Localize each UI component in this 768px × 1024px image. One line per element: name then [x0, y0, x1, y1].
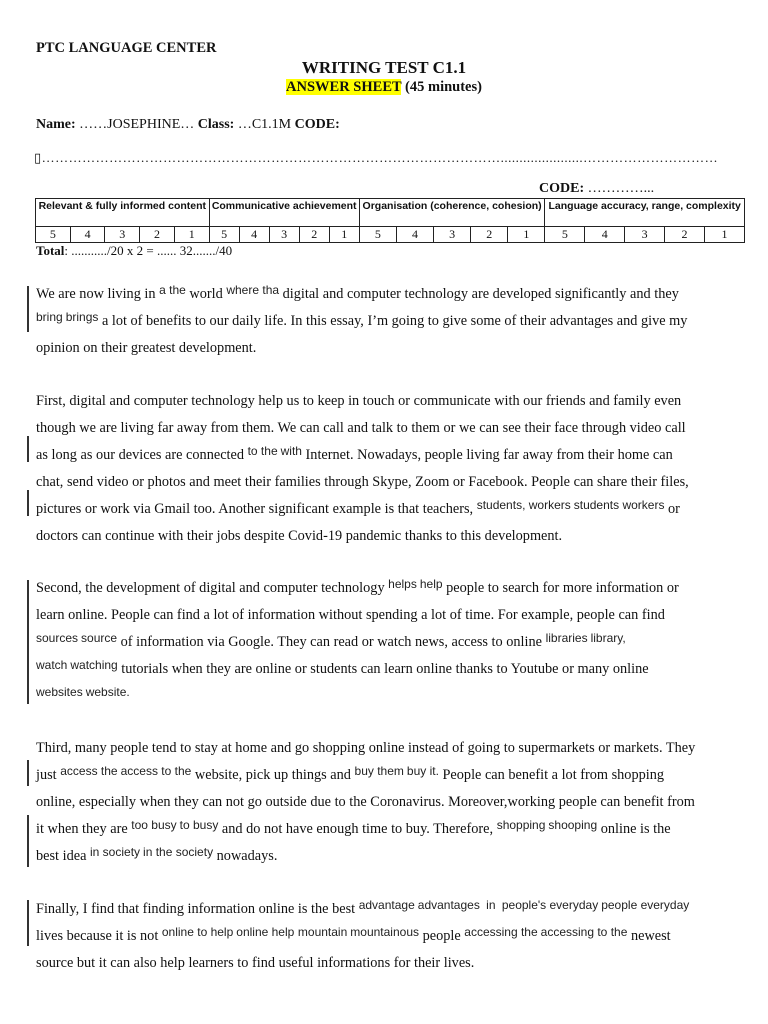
score-cell[interactable]: 4 — [396, 227, 433, 243]
essay-line: it when they are $^{too busy}$ $^{to busy}$ and do not have enough time to buy. Therefore, $^{shopping}$ $^{shooping}$ online is the — [36, 818, 671, 837]
score-cell[interactable]: 2 — [471, 227, 508, 243]
name-value: ……JOSEPHINE… — [79, 117, 195, 132]
handwritten-correction: shooping — [548, 818, 598, 832]
margin-mark — [27, 815, 29, 867]
handwritten-correction: shopping — [496, 818, 546, 832]
code-box — [539, 181, 654, 197]
handwritten-correction: buy them — [354, 764, 404, 778]
criterion-content: Relevant & fully informed content — [36, 199, 210, 227]
essay-line: opinion on their greatest development. — [36, 340, 257, 356]
margin-mark — [27, 436, 29, 462]
criterion-communicative: Communicative achievement — [209, 199, 359, 227]
handwritten-correction: helps — [388, 577, 417, 591]
handwritten-correction: advantage — [358, 898, 415, 912]
handwritten-correction: library, — [590, 631, 626, 645]
margin-mark — [27, 580, 29, 704]
criterion-language: Language accuracy, range, complexity — [545, 199, 745, 227]
score-cell[interactable]: 1 — [508, 227, 545, 243]
margin-mark — [27, 760, 29, 786]
essay-line: First, digital and computer technology help us to keep in touch or communicate with our friends and family even — [36, 393, 682, 409]
rubric-table — [35, 198, 745, 243]
handwritten-correction: a the — [159, 283, 186, 297]
essay-paragraph-5 — [36, 896, 736, 977]
rubric-criteria-row — [36, 199, 745, 227]
essay-line: Second, the development of digital and computer technology $^{helps}$ $^{help}$ people to search for more information or — [36, 577, 679, 596]
name-label: Name: — [36, 117, 76, 132]
handwritten-correction: mountain — [297, 925, 348, 939]
essay-line: chat, send video or photos and meet their families through Skype, Zoom or Facebook. People can share their files, — [36, 474, 689, 490]
handwritten-correction: access the — [60, 764, 118, 778]
essay-line — [36, 683, 736, 710]
essay-line: We are now living in $^{a the}$ world $^{where tha}$ digital and computer technology are developed significantly and they — [36, 283, 679, 302]
handwritten-correction: buy it. — [406, 764, 439, 778]
score-cell[interactable]: 3 — [434, 227, 471, 243]
essay-line: online, especially when they can not go outside due to the Coronavirus. Moreover,working people can benefit from — [36, 794, 695, 810]
answer-sheet-label: ANSWER SHEET — [286, 79, 402, 95]
score-cell[interactable]: 3 — [269, 227, 299, 243]
handwritten-correction: to the — [247, 444, 278, 458]
criterion-organisation: Organisation (coherence, cohesion) — [359, 199, 545, 227]
center-name: PTC LANGUAGE CENTER — [36, 40, 217, 56]
total-line — [36, 243, 232, 259]
handwritten-correction: watch — [36, 658, 68, 672]
rubric-scores-row — [36, 227, 745, 243]
handwritten-correction: to busy — [179, 818, 219, 832]
score-cell[interactable]: 2 — [299, 227, 329, 243]
handwritten-correction: watching — [70, 658, 118, 672]
handwritten-correction: in the society — [143, 845, 214, 859]
essay-line: learn online. People can find a lot of information without spending a lot of time. For example, people can find — [36, 607, 665, 623]
handwritten-correction: too busy — [131, 818, 177, 832]
essay-line: pictures or work via Gmail too. Another significant example is that teachers, $^{students, workers}$ $^{students workers}$ or — [36, 498, 680, 517]
handwritten-correction: with — [280, 444, 302, 458]
score-cell[interactable]: 5 — [359, 227, 396, 243]
essay-line: source but it can also help learners to find useful informations for their lives. — [36, 955, 475, 971]
handwritten-correction: online to help — [161, 925, 234, 939]
handwritten-correction: bring — [36, 310, 63, 324]
essay-line: lives because it is not $^{online to help}$ $^{online help}$ $^{mountain}$ $^{mountainous}$ people $^{accessing the}$ $^{accessing to the}$ newest — [36, 925, 671, 944]
handwritten-correction: sources — [36, 631, 79, 645]
test-title: WRITING TEST C1.1 — [301, 58, 467, 77]
essay-line: though we are living far away from them. We can call and talk to them or we can see their face through video call — [36, 420, 686, 436]
handwritten-correction: people everyday — [601, 898, 690, 912]
handwritten-correction: accessing the — [464, 925, 538, 939]
code-box-label: CODE: — [539, 181, 585, 196]
handwritten-correction: mountainous — [350, 925, 419, 939]
essay-paragraph-4 — [36, 735, 736, 870]
essay-line: Third, many people tend to stay at home and go shopping online instead of going to supermarkets or markets. They — [36, 740, 696, 756]
essay-paragraph-1 — [36, 281, 736, 362]
code-box-value: …………... — [587, 181, 655, 196]
handwritten-correction: accessing to the — [540, 925, 628, 939]
score-cell[interactable]: 4 — [239, 227, 269, 243]
handwritten-correction: in — [482, 898, 499, 912]
essay-paragraph-2 — [36, 388, 736, 550]
handwritten-correction: help — [419, 577, 443, 591]
essay-line: $^{bring}$ $^{brings}$ a lot of benefits to our daily life. In this essay, I’m going to give some of their advantages and give my — [36, 310, 688, 329]
essay-line: $^{watch}$ $^{watching}$ tutorials when they are online or students can learn online thanks to Youtube or many online — [36, 658, 649, 677]
code-label: CODE: — [294, 117, 340, 132]
score-cell[interactable]: 3 — [625, 227, 665, 243]
handwritten-correction: libraries — [545, 631, 588, 645]
total-label: Total — [36, 243, 65, 258]
handwritten-correction: brings — [65, 310, 99, 324]
score-cell[interactable]: 1 — [329, 227, 359, 243]
score-cell[interactable]: 5 — [36, 227, 71, 243]
handwritten-correction: access to the — [120, 764, 192, 778]
score-cell[interactable]: 2 — [665, 227, 705, 243]
handwritten-correction: source — [81, 631, 118, 645]
total-value: : .........../20 x 2 = ...... 32......./40 — [64, 243, 233, 258]
score-cell[interactable]: 1 — [704, 227, 744, 243]
class-label: Class: — [197, 117, 235, 132]
score-cell[interactable]: 5 — [545, 227, 585, 243]
dotted-line: ▯…………………………………………………………………………………………......................………………………… — [34, 150, 719, 165]
handwritten-correction: websites — [36, 685, 83, 699]
handwritten-correction: online help — [236, 925, 295, 939]
score-cell[interactable]: 2 — [140, 227, 175, 243]
score-cell[interactable]: 1 — [174, 227, 209, 243]
handwritten-correction: students, workers — [476, 498, 571, 512]
essay-line: just $^{access the}$ $^{access to the}$ website, pick up things and $^{buy them}$ $^{buy it.}$ People can benefit a lot from shopping — [36, 764, 665, 783]
handwritten-correction: students workers — [573, 498, 665, 512]
score-cell[interactable]: 4 — [585, 227, 625, 243]
essay-line: Finally, I find that finding information online is the best $^{advantage}$ $^{advantages}$ $^{in}$ $^{people's everyday}$ $^{people everyday}$ — [36, 898, 690, 917]
handwritten-correction: website. — [85, 685, 130, 699]
duration-label: (45 minutes) — [401, 79, 482, 95]
handwritten-correction: where tha — [226, 283, 280, 297]
essay-paragraph-3 — [36, 575, 736, 710]
margin-mark — [27, 900, 29, 946]
score-cell[interactable]: 5 — [209, 227, 239, 243]
margin-mark — [27, 490, 29, 516]
class-value: …C1.1M — [237, 117, 292, 132]
handwritten-correction: advantages — [417, 898, 480, 912]
score-cell[interactable]: 4 — [70, 227, 105, 243]
margin-mark — [27, 286, 29, 332]
score-cell[interactable]: 3 — [105, 227, 140, 243]
essay-line: as long as our devices are connected $^{to the}$ $^{with}$ Internet. Nowadays, people living far away from their home can — [36, 444, 673, 463]
handwritten-correction: people's everyday — [501, 898, 599, 912]
handwritten-correction: in society — [90, 845, 141, 859]
test-subtitle — [0, 79, 768, 96]
essay-line: best idea $^{in society}$ $^{in the society}$ nowadays. — [36, 845, 278, 864]
essay-line: $^{sources}$ $^{source}$ of information via Google. They can read or watch news, access to online $^{libraries}$ $^{library,}$ — [36, 631, 626, 650]
student-info-line — [36, 117, 340, 133]
essay-line: doctors can continue with their jobs despite Covid-19 pandemic thanks to this development. — [36, 528, 563, 544]
